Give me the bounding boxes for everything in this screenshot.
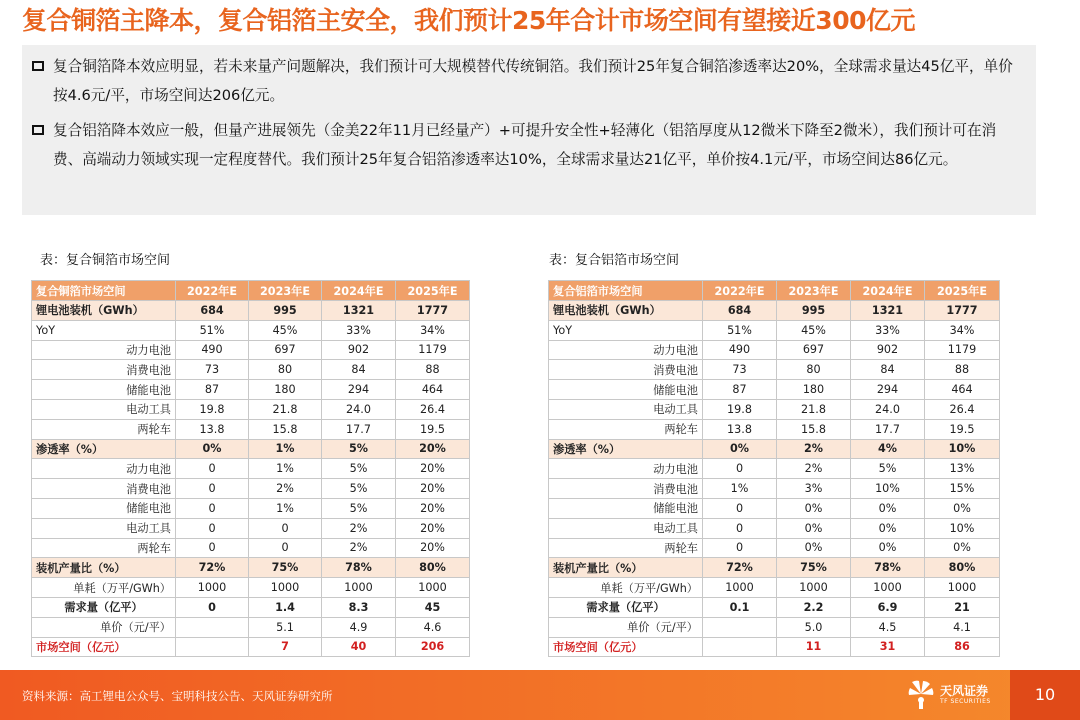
value-cell: 4.1 bbox=[925, 617, 1000, 637]
row-label-cell: 电动工具 bbox=[32, 399, 176, 419]
value-cell: 490 bbox=[176, 340, 249, 360]
value-cell: 5.0 bbox=[777, 617, 851, 637]
value-cell: 0% bbox=[176, 439, 249, 459]
value-cell: 0 bbox=[703, 538, 777, 558]
row-label-cell: 渗透率（%） bbox=[32, 439, 176, 459]
row-label-cell: 锂电池装机（GWh） bbox=[549, 301, 703, 321]
value-cell: 684 bbox=[703, 301, 777, 321]
row-label-cell: 储能电池 bbox=[549, 498, 703, 518]
value-cell: 2% bbox=[777, 459, 851, 479]
value-cell: 10% bbox=[925, 518, 1000, 538]
row-label-cell: 储能电池 bbox=[32, 498, 176, 518]
value-cell: 20% bbox=[396, 459, 470, 479]
row-label-cell: 渗透率（%） bbox=[549, 439, 703, 459]
value-cell: 10% bbox=[925, 439, 1000, 459]
value-cell: 31 bbox=[851, 637, 925, 657]
value-cell: 87 bbox=[703, 380, 777, 400]
row-label-cell: 电动工具 bbox=[549, 518, 703, 538]
header-year-cell: 2023年E bbox=[777, 281, 851, 301]
value-cell: 6.9 bbox=[851, 597, 925, 617]
value-cell: 13% bbox=[925, 459, 1000, 479]
row-label-cell: 消费电池 bbox=[32, 479, 176, 499]
value-cell: 1321 bbox=[322, 301, 396, 321]
table-row bbox=[32, 340, 470, 360]
value-cell: 902 bbox=[851, 340, 925, 360]
value-cell: 73 bbox=[703, 360, 777, 380]
table-row bbox=[32, 617, 470, 637]
table-row bbox=[32, 597, 470, 617]
row-label-cell: 消费电池 bbox=[549, 360, 703, 380]
value-cell: 697 bbox=[777, 340, 851, 360]
table-row bbox=[32, 399, 470, 419]
table-row bbox=[32, 518, 470, 538]
row-label-cell: 储能电池 bbox=[549, 380, 703, 400]
table-header-row bbox=[549, 281, 1000, 301]
row-label-cell: 动力电池 bbox=[549, 340, 703, 360]
value-cell: 10% bbox=[851, 479, 925, 499]
value-cell: 0 bbox=[176, 479, 249, 499]
row-label-cell: 需求量（亿平） bbox=[549, 597, 703, 617]
table-row bbox=[32, 558, 470, 578]
value-cell: 21 bbox=[925, 597, 1000, 617]
value-cell: 24.0 bbox=[322, 399, 396, 419]
value-cell: 40 bbox=[322, 637, 396, 657]
row-label-cell: 两轮车 bbox=[549, 538, 703, 558]
value-cell bbox=[703, 617, 777, 637]
value-cell: 84 bbox=[851, 360, 925, 380]
header-label-cell: 复合铜箔市场空间 bbox=[32, 281, 176, 301]
value-cell: 1000 bbox=[322, 578, 396, 598]
value-cell: 15.8 bbox=[249, 419, 322, 439]
logo-subtitle: TF SECURITIES bbox=[940, 698, 991, 705]
table-row bbox=[549, 578, 1000, 598]
value-cell: 0 bbox=[703, 459, 777, 479]
header-year-cell: 2025年E bbox=[925, 281, 1000, 301]
value-cell: 45% bbox=[249, 320, 322, 340]
row-label-cell: 锂电池装机（GWh） bbox=[32, 301, 176, 321]
value-cell: 17.7 bbox=[322, 419, 396, 439]
value-cell: 1% bbox=[249, 498, 322, 518]
value-cell: 294 bbox=[322, 380, 396, 400]
row-label-cell: 装机产量比（%） bbox=[549, 558, 703, 578]
header-year-cell: 2025年E bbox=[396, 281, 470, 301]
value-cell: 15% bbox=[925, 479, 1000, 499]
row-label-cell: 单价（元/平） bbox=[32, 617, 176, 637]
value-cell bbox=[176, 637, 249, 657]
value-cell: 0 bbox=[176, 498, 249, 518]
value-cell: 20% bbox=[396, 498, 470, 518]
value-cell: 1321 bbox=[851, 301, 925, 321]
value-cell: 88 bbox=[925, 360, 1000, 380]
table-row bbox=[549, 301, 1000, 321]
value-cell: 45% bbox=[777, 320, 851, 340]
table-row bbox=[549, 538, 1000, 558]
value-cell: 1000 bbox=[176, 578, 249, 598]
value-cell: 75% bbox=[777, 558, 851, 578]
value-cell: 19.8 bbox=[176, 399, 249, 419]
row-label-cell: 市场空间（亿元） bbox=[32, 637, 176, 657]
value-cell: 5% bbox=[851, 459, 925, 479]
table-row bbox=[549, 637, 1000, 657]
value-cell: 0% bbox=[851, 518, 925, 538]
row-label-cell: 动力电池 bbox=[32, 340, 176, 360]
value-cell: 80% bbox=[396, 558, 470, 578]
source-note: 资料来源：高工锂电公众号、宝明科技公告、天风证券研究所 bbox=[22, 689, 333, 703]
table-row bbox=[549, 479, 1000, 499]
table-row bbox=[32, 419, 470, 439]
value-cell: 1% bbox=[249, 439, 322, 459]
table-row bbox=[32, 439, 470, 459]
table-caption-aluminum: 表：复合铝箔市场空间 bbox=[549, 253, 680, 268]
value-cell: 180 bbox=[777, 380, 851, 400]
value-cell: 1000 bbox=[396, 578, 470, 598]
row-label-cell: 消费电池 bbox=[32, 360, 176, 380]
table-row bbox=[549, 498, 1000, 518]
table-row bbox=[32, 459, 470, 479]
value-cell: 51% bbox=[176, 320, 249, 340]
value-cell: 20% bbox=[396, 439, 470, 459]
value-cell: 464 bbox=[396, 380, 470, 400]
value-cell: 464 bbox=[925, 380, 1000, 400]
table-row bbox=[32, 360, 470, 380]
table-row bbox=[549, 419, 1000, 439]
value-cell: 15.8 bbox=[777, 419, 851, 439]
table-row bbox=[549, 360, 1000, 380]
value-cell: 80% bbox=[925, 558, 1000, 578]
table-row bbox=[32, 320, 470, 340]
value-cell: 19.8 bbox=[703, 399, 777, 419]
page-number: 10 bbox=[1010, 670, 1080, 720]
value-cell: 34% bbox=[925, 320, 1000, 340]
value-cell: 1777 bbox=[925, 301, 1000, 321]
bullet-text: 复合铜箔降本效应明显，若未来量产问题解决，我们预计可大规模替代传统铜箔。我们预计25年复合铜箔渗透率达20%，全球需求量达45亿平，单价按4.6元/平，市场空间达206亿元。 bbox=[53, 58, 1013, 104]
value-cell: 1777 bbox=[396, 301, 470, 321]
row-label-cell: 两轮车 bbox=[32, 419, 176, 439]
value-cell: 34% bbox=[396, 320, 470, 340]
row-label-cell: 电动工具 bbox=[32, 518, 176, 538]
value-cell: 80 bbox=[777, 360, 851, 380]
row-label-cell: 需求量（亿平） bbox=[32, 597, 176, 617]
value-cell: 26.4 bbox=[925, 399, 1000, 419]
value-cell: 0 bbox=[176, 518, 249, 538]
value-cell: 0 bbox=[176, 459, 249, 479]
value-cell: 1000 bbox=[777, 578, 851, 598]
row-label-cell: 两轮车 bbox=[549, 419, 703, 439]
value-cell: 72% bbox=[703, 558, 777, 578]
value-cell: 1000 bbox=[703, 578, 777, 598]
bullet-item bbox=[32, 53, 1024, 110]
value-cell: 995 bbox=[777, 301, 851, 321]
table-row bbox=[32, 538, 470, 558]
value-cell: 0 bbox=[176, 538, 249, 558]
value-cell: 20% bbox=[396, 479, 470, 499]
row-label-cell: 动力电池 bbox=[549, 459, 703, 479]
table-row bbox=[32, 498, 470, 518]
logo-name: 天风证券 bbox=[940, 684, 989, 698]
table-row bbox=[32, 578, 470, 598]
value-cell: 33% bbox=[851, 320, 925, 340]
value-cell: 180 bbox=[249, 380, 322, 400]
summary-box bbox=[22, 45, 1036, 215]
value-cell: 73 bbox=[176, 360, 249, 380]
row-label-cell: 市场空间（亿元） bbox=[549, 637, 703, 657]
row-label-cell: 储能电池 bbox=[32, 380, 176, 400]
table-row bbox=[32, 637, 470, 657]
table-row bbox=[549, 597, 1000, 617]
value-cell: 1.4 bbox=[249, 597, 322, 617]
value-cell: 0 bbox=[249, 518, 322, 538]
value-cell: 684 bbox=[176, 301, 249, 321]
row-label-cell: 消费电池 bbox=[549, 479, 703, 499]
value-cell: 21.8 bbox=[249, 399, 322, 419]
value-cell: 206 bbox=[396, 637, 470, 657]
row-label-cell: 单耗（万平/GWh） bbox=[549, 578, 703, 598]
value-cell: 0 bbox=[249, 538, 322, 558]
value-cell bbox=[176, 617, 249, 637]
row-label-cell: 装机产量比（%） bbox=[32, 558, 176, 578]
value-cell: 17.7 bbox=[851, 419, 925, 439]
value-cell: 0% bbox=[925, 498, 1000, 518]
table-row bbox=[549, 459, 1000, 479]
value-cell: 20% bbox=[396, 518, 470, 538]
table-row bbox=[549, 399, 1000, 419]
square-bullet-icon bbox=[32, 61, 44, 71]
aluminum-foil-market-table bbox=[548, 280, 1000, 657]
value-cell: 4.5 bbox=[851, 617, 925, 637]
header-year-cell: 2024年E bbox=[322, 281, 396, 301]
value-cell: 5% bbox=[322, 498, 396, 518]
value-cell: 19.5 bbox=[925, 419, 1000, 439]
value-cell: 75% bbox=[249, 558, 322, 578]
table-row bbox=[549, 558, 1000, 578]
table-row bbox=[549, 380, 1000, 400]
table-row bbox=[32, 380, 470, 400]
value-cell: 0% bbox=[703, 439, 777, 459]
value-cell: 697 bbox=[249, 340, 322, 360]
value-cell: 5.1 bbox=[249, 617, 322, 637]
value-cell: 4.9 bbox=[322, 617, 396, 637]
value-cell: 995 bbox=[249, 301, 322, 321]
value-cell: 0% bbox=[777, 498, 851, 518]
value-cell: 11 bbox=[777, 637, 851, 657]
value-cell: 0% bbox=[851, 498, 925, 518]
value-cell: 2% bbox=[777, 439, 851, 459]
table-header-row bbox=[32, 281, 470, 301]
row-label-cell: YoY bbox=[32, 320, 176, 340]
value-cell: 1000 bbox=[851, 578, 925, 598]
value-cell: 4.6 bbox=[396, 617, 470, 637]
value-cell: 20% bbox=[396, 538, 470, 558]
value-cell: 2% bbox=[322, 518, 396, 538]
value-cell: 84 bbox=[322, 360, 396, 380]
row-label-cell: 单价（元/平） bbox=[549, 617, 703, 637]
value-cell: 902 bbox=[322, 340, 396, 360]
value-cell: 19.5 bbox=[396, 419, 470, 439]
value-cell: 1% bbox=[249, 459, 322, 479]
header-label-cell: 复合铝箔市场空间 bbox=[549, 281, 703, 301]
value-cell: 78% bbox=[851, 558, 925, 578]
value-cell: 2% bbox=[322, 538, 396, 558]
value-cell: 1179 bbox=[396, 340, 470, 360]
table-row bbox=[32, 301, 470, 321]
copper-foil-market-table bbox=[31, 280, 470, 657]
value-cell: 490 bbox=[703, 340, 777, 360]
value-cell: 294 bbox=[851, 380, 925, 400]
table-row bbox=[32, 479, 470, 499]
company-logo bbox=[906, 678, 996, 712]
row-label-cell: 动力电池 bbox=[32, 459, 176, 479]
value-cell: 1000 bbox=[249, 578, 322, 598]
table-caption-copper: 表：复合铜箔市场空间 bbox=[40, 253, 171, 268]
value-cell: 0% bbox=[777, 518, 851, 538]
value-cell: 78% bbox=[322, 558, 396, 578]
value-cell: 2.2 bbox=[777, 597, 851, 617]
value-cell: 45 bbox=[396, 597, 470, 617]
footer-bar bbox=[0, 670, 1080, 720]
value-cell: 80 bbox=[249, 360, 322, 380]
header-year-cell: 2022年E bbox=[176, 281, 249, 301]
bullet-item bbox=[32, 117, 1024, 174]
value-cell: 0.1 bbox=[703, 597, 777, 617]
row-label-cell: 两轮车 bbox=[32, 538, 176, 558]
value-cell bbox=[703, 637, 777, 657]
value-cell: 1000 bbox=[925, 578, 1000, 598]
value-cell: 13.8 bbox=[176, 419, 249, 439]
value-cell: 72% bbox=[176, 558, 249, 578]
bullet-text: 复合铝箔降本效应一般，但量产进展领先（金美22年11月已经量产）+可提升安全性+轻薄化（铝箔厚度从12微米下降至2微米），我们预计可在消费、高端动力领域实现一定程度替代。我们预计25年复合铝箔渗透率达10%，全球需求量达21亿平，单价按4.1元/平，市场空间达86亿元。 bbox=[53, 122, 997, 168]
table-row bbox=[549, 518, 1000, 538]
value-cell: 0 bbox=[703, 518, 777, 538]
value-cell: 21.8 bbox=[777, 399, 851, 419]
value-cell: 4% bbox=[851, 439, 925, 459]
fan-logo-icon bbox=[906, 678, 936, 710]
value-cell: 51% bbox=[703, 320, 777, 340]
value-cell: 0% bbox=[925, 538, 1000, 558]
value-cell: 86 bbox=[925, 637, 1000, 657]
value-cell: 0% bbox=[851, 538, 925, 558]
table-row bbox=[549, 617, 1000, 637]
header-year-cell: 2022年E bbox=[703, 281, 777, 301]
value-cell: 5% bbox=[322, 439, 396, 459]
row-label-cell: YoY bbox=[549, 320, 703, 340]
value-cell: 33% bbox=[322, 320, 396, 340]
value-cell: 1179 bbox=[925, 340, 1000, 360]
table-row bbox=[549, 340, 1000, 360]
table-row bbox=[549, 320, 1000, 340]
value-cell: 7 bbox=[249, 637, 322, 657]
header-year-cell: 2023年E bbox=[249, 281, 322, 301]
value-cell: 24.0 bbox=[851, 399, 925, 419]
value-cell: 3% bbox=[777, 479, 851, 499]
page-title: 复合铜箔主降本，复合铝箔主安全，我们预计25年合计市场空间有望接近300亿元 bbox=[22, 6, 915, 35]
value-cell: 5% bbox=[322, 479, 396, 499]
value-cell: 8.3 bbox=[322, 597, 396, 617]
value-cell: 2% bbox=[249, 479, 322, 499]
square-bullet-icon bbox=[32, 125, 44, 135]
header-year-cell: 2024年E bbox=[851, 281, 925, 301]
value-cell: 0 bbox=[176, 597, 249, 617]
value-cell: 26.4 bbox=[396, 399, 470, 419]
table-row bbox=[549, 439, 1000, 459]
value-cell: 0% bbox=[777, 538, 851, 558]
value-cell: 0 bbox=[703, 498, 777, 518]
value-cell: 88 bbox=[396, 360, 470, 380]
value-cell: 1% bbox=[703, 479, 777, 499]
value-cell: 5% bbox=[322, 459, 396, 479]
value-cell: 87 bbox=[176, 380, 249, 400]
row-label-cell: 电动工具 bbox=[549, 399, 703, 419]
row-label-cell: 单耗（万平/GWh） bbox=[32, 578, 176, 598]
value-cell: 13.8 bbox=[703, 419, 777, 439]
